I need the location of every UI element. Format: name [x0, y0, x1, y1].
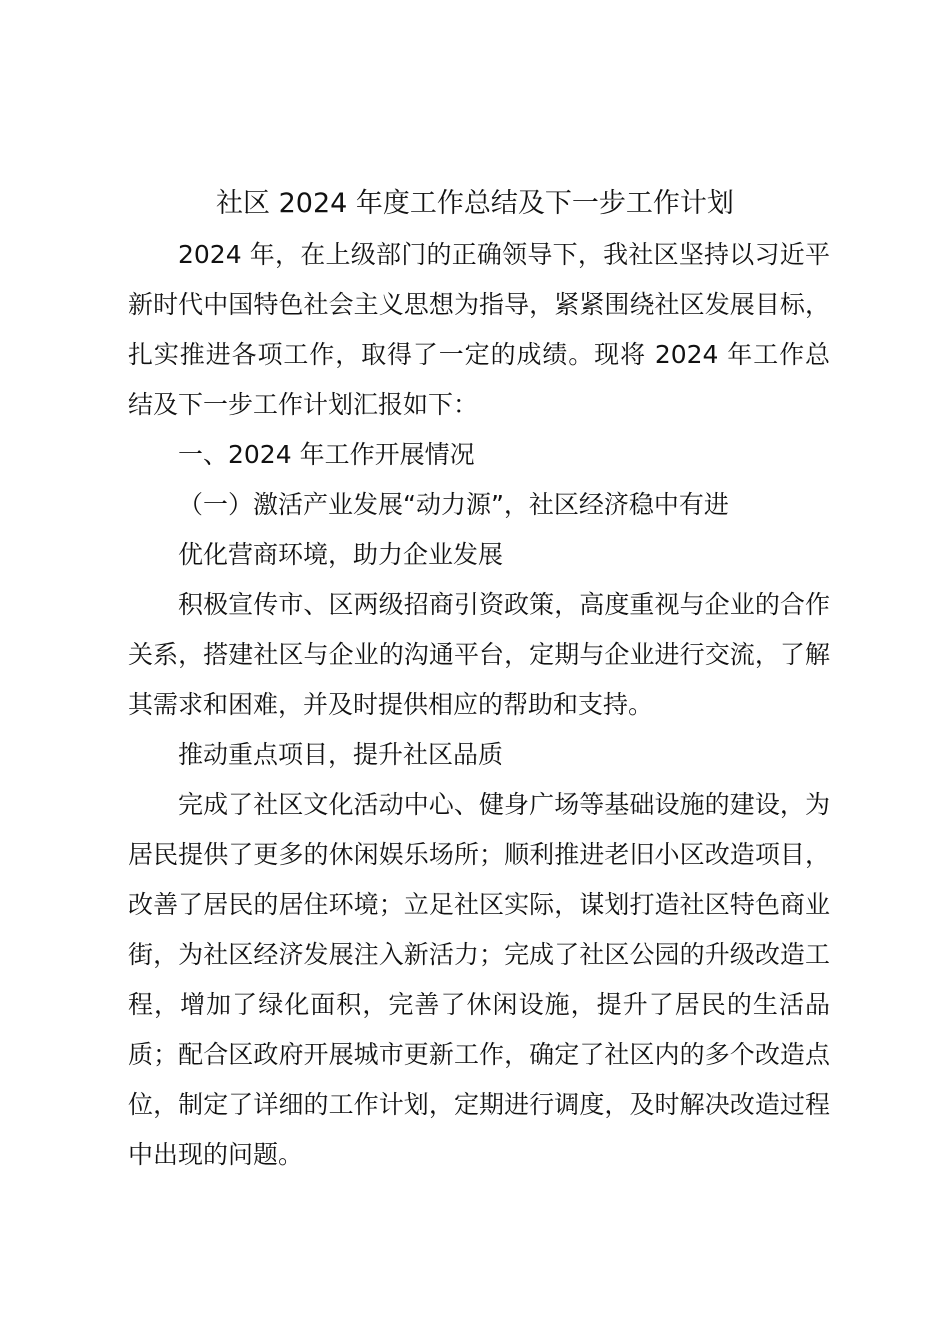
document-body — [128, 230, 830, 1180]
topic-heading-business-environment: 优化营商环境，助力企业发展 — [178, 540, 504, 569]
document-title: 社区 2024 年度工作总结及下一步工作计划 — [216, 188, 734, 219]
section-heading-1: 一、2024 年工作开展情况 — [178, 440, 475, 469]
intro-paragraph: 2024 年，在上级部门的正确领导下，我社区坚持以习近平新时代中国特色社会主义思想为指导，紧紧围绕社区发展目标，扎实推进各项工作，取得了一定的成绩。现将 2024 年工作总结及下一步工作计划汇报如下： — [128, 240, 830, 419]
topic-heading-key-projects: 推动重点项目，提升社区品质 — [178, 740, 504, 769]
paragraph-business-environment: 积极宣传市、区两级招商引资政策，高度重视与企业的合作关系，搭建社区与企业的沟通平台，定期与企业进行交流，了解其需求和困难，并及时提供相应的帮助和支持。 — [128, 590, 830, 719]
paragraph-key-projects: 完成了社区文化活动中心、健身广场等基础设施的建设，为居民提供了更多的休闲娱乐场所；顺利推进老旧小区改造项目，改善了居民的居住环境；立足社区实际，谋划打造社区特色商业街，为社区经济发展注入新活力；完成了社区公园的升级改造工程，增加了绿化面积，完善了休闲设施，提升了居民的生活品质；配合区政府开展城市更新工作，确定了社区内的多个改造点位，制定了详细的工作计划，定期进行调度，及时解决改造过程中出现的问题。 — [128, 790, 830, 1169]
subsection-heading-1: （一）激活产业发展“动力源”，社区经济稳中有进 — [178, 490, 729, 519]
